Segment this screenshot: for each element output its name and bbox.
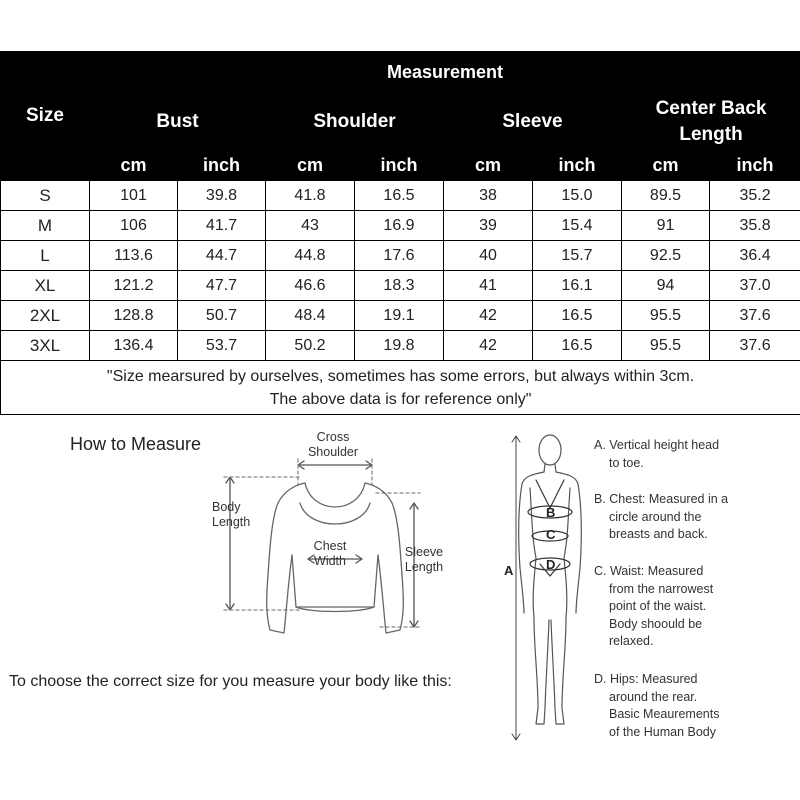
measurement-cell: 41.7 — [178, 211, 266, 241]
legend-c: C. Waist: Measured from the narrowest point of the waist. Body shoould be relaxed. — [594, 564, 714, 648]
measurement-cell: 42 — [444, 301, 533, 331]
note-line-2: The above data is for reference only" — [269, 391, 532, 408]
letter-a: A — [504, 563, 514, 578]
measurement-cell: 48.4 — [266, 301, 355, 331]
measurement-cell: 36.4 — [710, 241, 800, 271]
letter-c: C — [546, 527, 556, 542]
measurement-cell: 121.2 — [90, 271, 178, 301]
table-row — [1, 331, 800, 361]
measurement-cell: 16.5 — [355, 181, 444, 211]
unit-header-inch: inch — [533, 151, 622, 181]
measurement-cell: 15.7 — [533, 241, 622, 271]
measurement-cell: 50.7 — [178, 301, 266, 331]
unit-header-cm: cm — [266, 151, 355, 181]
unit-header-cm: cm — [622, 151, 710, 181]
size-column-header: Size — [1, 52, 90, 181]
measurement-cell: 46.6 — [266, 271, 355, 301]
table-row — [1, 301, 800, 331]
measurement-cell: 42 — [444, 331, 533, 361]
measurement-cell: 50.2 — [266, 331, 355, 361]
group-header-center-back-length: Center Back Length — [622, 94, 800, 151]
measurement-cell: 44.8 — [266, 241, 355, 271]
table-row — [1, 271, 800, 301]
measurement-cell: 106 — [90, 211, 178, 241]
group-header-bust: Bust — [90, 94, 266, 151]
measurement-cell: 94 — [622, 271, 710, 301]
measurement-cell: 37.0 — [710, 271, 800, 301]
table-row — [1, 241, 800, 271]
letter-b: B — [546, 505, 556, 520]
measurement-cell: 15.4 — [533, 211, 622, 241]
measurement-cell: 15.0 — [533, 181, 622, 211]
measurement-cell: 39 — [444, 211, 533, 241]
measurement-cell: 101 — [90, 181, 178, 211]
measurement-cell: 38 — [444, 181, 533, 211]
measurement-cell: 37.6 — [710, 331, 800, 361]
size-cell: S — [1, 181, 90, 211]
measurement-cell: 19.8 — [355, 331, 444, 361]
note-line-1: "Size mearsured by ourselves, sometimes has some errors, but always within 3cm. — [106, 368, 695, 385]
measurement-cell: 17.6 — [355, 241, 444, 271]
group-header-sleeve: Sleeve — [444, 94, 622, 151]
measurement-cell: 16.1 — [533, 271, 622, 301]
size-cell: 2XL — [1, 301, 90, 331]
table-row — [1, 211, 800, 241]
measurement-cell: 41.8 — [266, 181, 355, 211]
unit-header-inch: inch — [178, 151, 266, 181]
legend-b: B. Chest: Measured in a circle around the breasts and back. — [594, 492, 729, 541]
table-row — [1, 181, 800, 211]
size-cell: L — [1, 241, 90, 271]
unit-header-inch: inch — [355, 151, 444, 181]
measurement-cell: 53.7 — [178, 331, 266, 361]
unit-header-cm: cm — [90, 151, 178, 181]
sleeve-length-label: Sleeve Length — [404, 545, 444, 574]
letter-d: D — [546, 557, 556, 572]
measurement-cell: 136.4 — [90, 331, 178, 361]
measurement-cell: 113.6 — [90, 241, 178, 271]
measurement-header: Measurement — [90, 52, 800, 94]
measurement-cell: 44.7 — [178, 241, 266, 271]
measurement-cell: 19.1 — [355, 301, 444, 331]
measurement-cell: 16.5 — [533, 301, 622, 331]
measurement-cell: 92.5 — [622, 241, 710, 271]
size-cell: M — [1, 211, 90, 241]
measurement-cell: 16.9 — [355, 211, 444, 241]
measurement-cell: 89.5 — [622, 181, 710, 211]
legend-a: A. Vertical height head to toe. — [594, 438, 720, 470]
measurement-cell: 37.6 — [710, 301, 800, 331]
legend-d: D. Hips: Measured around the rear. Basic Meaurements of the Human Body — [594, 672, 720, 739]
measurement-cell: 95.5 — [622, 301, 710, 331]
measurement-cell: 43 — [266, 211, 355, 241]
size-cell: XL — [1, 271, 90, 301]
measurement-cell: 95.5 — [622, 331, 710, 361]
body-figure-diagram — [500, 428, 590, 748]
chest-width-label: Chest Width — [313, 539, 347, 568]
size-cell: 3XL — [1, 331, 90, 361]
size-chart-table — [0, 51, 800, 415]
measurement-cell: 128.8 — [90, 301, 178, 331]
how-to-measure-title: How to Measure — [70, 434, 202, 454]
measure-instruction: To choose the correct size for you measure your body like this: — [9, 673, 452, 690]
unit-header-cm: cm — [444, 151, 533, 181]
measurement-cell: 47.7 — [178, 271, 266, 301]
reference-note — [1, 361, 800, 415]
measurement-cell: 18.3 — [355, 271, 444, 301]
measurement-cell: 35.8 — [710, 211, 800, 241]
cross-shoulder-label: Cross Shoulder — [307, 430, 359, 459]
unit-header-inch: inch — [710, 151, 800, 181]
measurement-cell: 40 — [444, 241, 533, 271]
measurement-cell: 91 — [622, 211, 710, 241]
group-header-shoulder: Shoulder — [266, 94, 444, 151]
measurement-cell: 39.8 — [178, 181, 266, 211]
measurement-cell: 16.5 — [533, 331, 622, 361]
measurement-cell: 41 — [444, 271, 533, 301]
measurement-cell: 35.2 — [710, 181, 800, 211]
body-length-label: Body Length — [212, 500, 251, 529]
